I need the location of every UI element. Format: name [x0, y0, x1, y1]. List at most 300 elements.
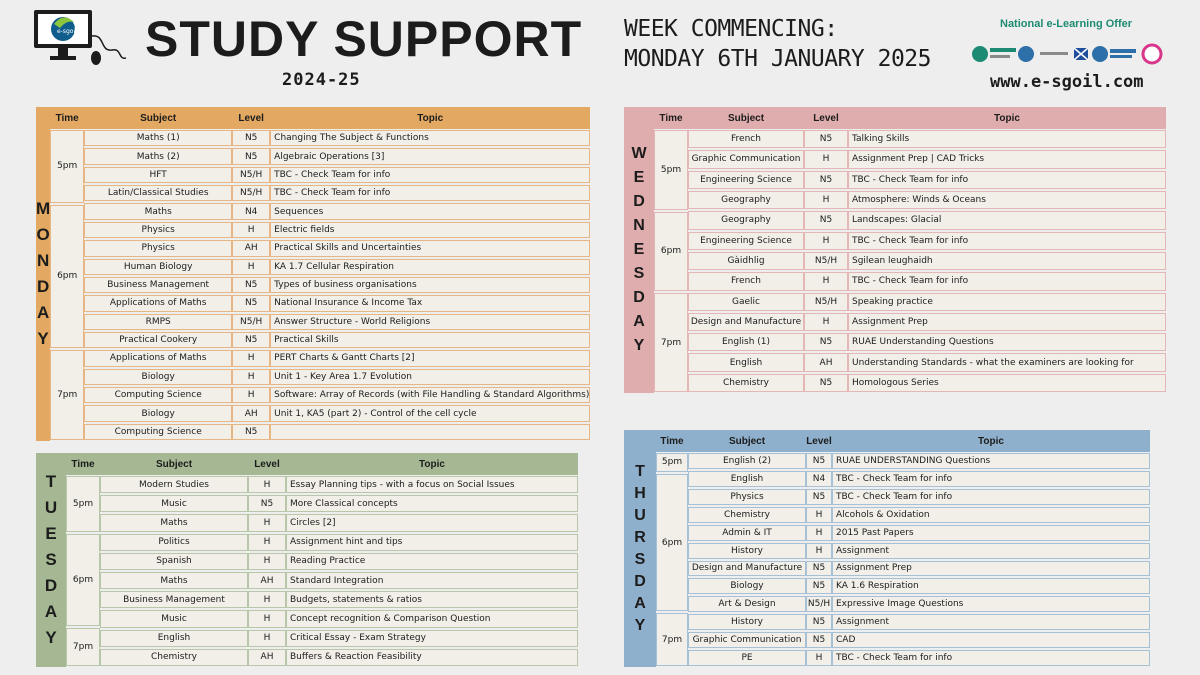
session-row [654, 251, 1166, 271]
time-slot: 5pm [66, 476, 100, 532]
time-slot: 7pm [50, 350, 84, 440]
session-level: H [806, 543, 832, 559]
tuesday-table [66, 453, 578, 667]
session-row [50, 258, 590, 276]
session-subject: Chemistry [688, 374, 804, 392]
session-level: H [804, 272, 848, 290]
session-subject: Admin & IT [688, 525, 806, 541]
session-row [654, 149, 1166, 169]
session-level: N5/H [232, 314, 270, 330]
session-subject: Design and Manufacture [688, 313, 804, 331]
session-row [66, 590, 578, 609]
session-row [50, 221, 590, 239]
session-level: N5 [806, 578, 832, 594]
session-topic: Unit 1, KA5 (part 2) - Control of the cell cycle [270, 405, 590, 421]
col-level-header: Level [806, 435, 832, 447]
session-topic: KA 1.7 Cellular Respiration [270, 259, 590, 275]
col-time-header: Time [71, 458, 95, 470]
session-row [66, 609, 578, 628]
session-topic: Atmosphere: Winds & Oceans [848, 191, 1166, 209]
session-row [66, 513, 578, 532]
session-subject: History [688, 614, 806, 630]
time-slot: 6pm [654, 212, 688, 292]
session-row [50, 184, 590, 202]
session-row [50, 313, 590, 331]
day-letter: S [45, 550, 57, 569]
session-subject: Biology [84, 405, 232, 421]
week-commencing [624, 14, 931, 74]
day-letter: Y [45, 628, 57, 647]
session-subject: Biology [688, 578, 806, 594]
day-letter: E [45, 524, 57, 543]
session-row [656, 488, 1150, 506]
session-topic: Standard Integration [286, 572, 578, 589]
session-level: AH [248, 649, 286, 666]
adrs-icon [1040, 52, 1068, 55]
day-letter: H [634, 484, 646, 502]
session-row [656, 452, 1150, 470]
session-topic: Assignment [832, 614, 1150, 630]
session-level: N5/H [232, 185, 270, 201]
session-topic: Practical Skills and Uncertainties [270, 240, 590, 256]
day-label-thursday [624, 430, 656, 667]
session-subject: Latin/Classical Studies [84, 185, 232, 201]
esgoil-mini-icon [1018, 46, 1034, 62]
day-letter: M [36, 199, 51, 218]
wednesday-timetable [624, 107, 1166, 393]
session-level: N5/H [804, 252, 848, 270]
session-level: H [806, 525, 832, 541]
session-level: H [806, 650, 832, 666]
col-time-header: Time [660, 435, 684, 447]
session-subject: Gàidhlig [688, 252, 804, 270]
session-subject: Physics [84, 222, 232, 238]
session-level: N5 [806, 561, 832, 577]
col-time-header: Time [659, 112, 683, 124]
session-topic: Assignment Prep [848, 313, 1166, 331]
time-slot: 5pm [656, 453, 688, 472]
session-subject: Computing Science [84, 387, 232, 403]
session-subject: Chemistry [688, 507, 806, 523]
session-subject: Design and Manufacture [688, 561, 806, 577]
time-slot: 6pm [656, 474, 688, 611]
session-subject: Maths (2) [84, 148, 232, 164]
session-level: H [806, 507, 832, 523]
session-level: H [232, 259, 270, 275]
session-level: N5 [232, 130, 270, 146]
session-level: N5 [232, 148, 270, 164]
day-letter: D [633, 193, 645, 210]
week-label: WEEK COMMENCING: [624, 16, 838, 42]
session-level: N5 [806, 632, 832, 648]
col-level-header: Level [238, 112, 264, 124]
session-subject: Art & Design [688, 596, 806, 612]
session-topic: 2015 Past Papers [832, 525, 1150, 541]
session-level: H [232, 222, 270, 238]
day-letter: U [634, 506, 646, 524]
session-topic: Assignment Prep [832, 561, 1150, 577]
session-row [654, 292, 1166, 312]
session-level: AH [232, 405, 270, 421]
table-header [654, 107, 1166, 129]
day-label-wednesday [624, 107, 654, 393]
session-topic: Types of business organisations [270, 277, 590, 293]
col-topic-header: Topic [419, 458, 445, 470]
table-header [656, 430, 1150, 452]
session-subject: Maths [100, 514, 248, 531]
session-topic: Expressive Image Questions [832, 596, 1150, 612]
session-subject: Music [100, 610, 248, 627]
session-row [656, 631, 1150, 649]
session-subject: English [688, 471, 806, 487]
session-topic: TBC - Check Team for info [832, 650, 1150, 666]
session-topic: Understanding Standards - what the examiners are looking for [848, 353, 1166, 371]
session-row [654, 210, 1166, 230]
session-topic: Alcohols & Oxidation [832, 507, 1150, 523]
wednesday-table [654, 107, 1166, 393]
session-row [654, 373, 1166, 393]
academic-year: 2024-25 [282, 70, 361, 90]
session-subject: English (1) [688, 333, 804, 351]
session-row [654, 332, 1166, 352]
time-slot: 5pm [50, 130, 84, 203]
session-level: N5 [804, 211, 848, 229]
session-subject: Politics [100, 534, 248, 551]
session-subject: RMPS [84, 314, 232, 330]
session-level: H [232, 387, 270, 403]
session-level: H [804, 313, 848, 331]
session-topic: Reading Practice [286, 553, 578, 570]
thursday-table [656, 430, 1150, 667]
session-row [66, 629, 578, 648]
week-date: MONDAY 6TH JANUARY 2025 [624, 46, 931, 72]
session-subject: English [688, 353, 804, 371]
logo-text: e-sgoil [57, 28, 77, 35]
day-letter: D [44, 576, 58, 595]
session-subject: HFT [84, 167, 232, 183]
session-topic: TBC - Check Team for info [848, 171, 1166, 189]
time-slot: 7pm [656, 613, 688, 666]
thursday-timetable [624, 430, 1150, 667]
session-subject: Geography [688, 191, 804, 209]
session-row [654, 352, 1166, 372]
session-level: N4 [806, 471, 832, 487]
session-topic: Assignment Prep | CAD Tricks [848, 150, 1166, 168]
session-level: N5 [806, 489, 832, 505]
time-slots [654, 129, 688, 393]
session-level: AH [248, 572, 286, 589]
session-topic: Circles [2] [286, 514, 578, 531]
day-letter: T [45, 472, 57, 491]
session-level: N5 [806, 453, 832, 469]
time-slot: 6pm [50, 205, 84, 348]
session-level: N4 [232, 203, 270, 219]
session-subject: Practical Cookery [84, 332, 232, 348]
session-level: N5 [232, 424, 270, 440]
day-letter: O [36, 225, 50, 244]
session-row [654, 129, 1166, 149]
session-subject: English (2) [688, 453, 806, 469]
session-row [66, 648, 578, 667]
session-level: H [248, 476, 286, 493]
day-label-monday [36, 107, 50, 441]
table-header [50, 107, 590, 129]
session-topic: Essay Planning tips - with a focus on Social Issues [286, 476, 578, 493]
day-letter: U [44, 498, 58, 517]
table-header [66, 453, 578, 475]
session-subject: Engineering Science [688, 171, 804, 189]
value-icon [1143, 45, 1161, 63]
session-subject: Physics [688, 489, 806, 505]
session-topic: Sequences [270, 203, 590, 219]
session-level: N5 [806, 614, 832, 630]
session-row [50, 423, 590, 441]
website-url[interactable]: www.e-sgoil.com [990, 72, 1144, 92]
session-subject: Geography [688, 211, 804, 229]
day-letter: N [633, 217, 645, 234]
session-subject: PE [688, 650, 806, 666]
col-level-header: Level [813, 112, 839, 124]
partner-logos [970, 42, 1165, 66]
time-slots [50, 129, 84, 441]
education-scotland-icon [972, 46, 988, 62]
day-letter: E [633, 241, 645, 258]
smarter-scotland-icon [1092, 46, 1108, 62]
session-topic: TBC - Check Team for info [832, 471, 1150, 487]
session-level: H [248, 534, 286, 551]
day-label-tuesday [36, 453, 66, 667]
session-subject: Maths (1) [84, 130, 232, 146]
session-topic: National Insurance & Income Tax [270, 295, 590, 311]
time-slots [656, 452, 688, 667]
session-topic: TBC - Check Team for info [270, 185, 590, 201]
col-subject-header: Subject [155, 458, 193, 470]
session-level: N5/H [804, 293, 848, 311]
session-topic: Software: Array of Records (with File Handling & Standard Algorithms) [270, 387, 590, 403]
session-row [50, 294, 590, 312]
time-slot: 5pm [654, 130, 688, 210]
session-row [656, 613, 1150, 631]
session-row [654, 190, 1166, 210]
session-row [50, 349, 590, 367]
session-level: AH [804, 353, 848, 371]
monday-table [50, 107, 590, 441]
day-letter: Y [633, 337, 645, 354]
session-row [656, 595, 1150, 613]
time-slot: 6pm [66, 534, 100, 626]
day-letter: E [633, 169, 645, 186]
session-row [50, 331, 590, 349]
session-row [654, 170, 1166, 190]
session-topic: Sgilean leughaidh [848, 252, 1166, 270]
session-level: H [804, 150, 848, 168]
session-level: H [232, 350, 270, 366]
col-subject-header: Subject [140, 112, 177, 124]
session-row [50, 404, 590, 422]
session-row [654, 312, 1166, 332]
session-row [654, 271, 1166, 291]
session-row [656, 506, 1150, 524]
col-time-header: Time [55, 112, 79, 124]
session-subject: Chemistry [100, 649, 248, 666]
session-topic: Algebraic Operations [3] [270, 148, 590, 164]
national-offer-label: National e-Learning Offer [1000, 18, 1133, 30]
session-level: N5/H [232, 167, 270, 183]
session-subject: Graphic Communication [688, 632, 806, 648]
session-topic: KA 1.6 Respiration [832, 578, 1150, 594]
session-subject: Business Management [100, 591, 248, 608]
day-letter: R [634, 528, 646, 546]
session-level: H [232, 369, 270, 385]
session-row [656, 577, 1150, 595]
session-topic: TBC - Check Team for info [848, 272, 1166, 290]
session-row [50, 368, 590, 386]
session-level: H [804, 232, 848, 250]
session-topic: Landscapes: Glacial [848, 211, 1166, 229]
session-level: N5 [804, 333, 848, 351]
time-slots [66, 475, 100, 667]
session-level: N5 [804, 130, 848, 148]
session-topic: Practical Skills [270, 332, 590, 348]
session-subject: Computing Science [84, 424, 232, 440]
session-topic: More Classical concepts [286, 495, 578, 512]
session-row [654, 231, 1166, 251]
session-row [50, 202, 590, 220]
session-level: H [248, 610, 286, 627]
day-letter: D [634, 572, 646, 590]
session-subject: French [688, 272, 804, 290]
session-topic: TBC - Check Team for info [832, 489, 1150, 505]
day-letter: A [44, 602, 58, 621]
session-row [656, 524, 1150, 542]
session-row [66, 571, 578, 590]
session-level: N5 [804, 171, 848, 189]
session-subject: English [100, 630, 248, 647]
session-level: AH [232, 240, 270, 256]
session-row [50, 147, 590, 165]
session-topic: Budgets, statements & ratios [286, 591, 578, 608]
session-subject: Graphic Communication [688, 150, 804, 168]
monday-timetable [36, 107, 590, 441]
session-level: N5 [232, 332, 270, 348]
session-subject: Applications of Maths [84, 295, 232, 311]
day-letter: S [633, 265, 645, 282]
session-topic: TBC - Check Team for info [848, 232, 1166, 250]
col-level-header: Level [254, 458, 280, 470]
day-letter: D [36, 277, 50, 296]
session-topic [270, 424, 590, 440]
session-subject: Human Biology [84, 259, 232, 275]
session-level: H [248, 591, 286, 608]
day-letter: A [633, 313, 645, 330]
session-subject: Music [100, 495, 248, 512]
session-subject: History [688, 543, 806, 559]
session-level: H [248, 514, 286, 531]
session-level: H [248, 553, 286, 570]
session-level: N5 [232, 277, 270, 293]
session-subject: French [688, 130, 804, 148]
session-level: H [248, 630, 286, 647]
col-topic-header: Topic [994, 112, 1020, 124]
session-topic: Concept recognition & Comparison Question [286, 610, 578, 627]
session-topic: Homologous Series [848, 374, 1166, 392]
session-topic: Buffers & Reaction Feasibility [286, 649, 578, 666]
session-topic: Assignment [832, 543, 1150, 559]
session-topic: Speaking practice [848, 293, 1166, 311]
session-topic: Critical Essay - Exam Strategy [286, 630, 578, 647]
session-topic: PERT Charts & Gantt Charts [2] [270, 350, 590, 366]
session-level: N5 [248, 495, 286, 512]
session-topic: Talking Skills [848, 130, 1166, 148]
day-letter: T [635, 462, 645, 480]
tuesday-timetable [36, 453, 578, 667]
day-letter: A [634, 594, 646, 612]
session-topic: CAD [832, 632, 1150, 648]
session-row [656, 560, 1150, 578]
session-topic: TBC - Check Team for info [270, 167, 590, 183]
day-letter: Y [37, 329, 49, 348]
session-subject: Applications of Maths [84, 350, 232, 366]
e-sgoil-logo [30, 8, 130, 68]
session-row [66, 533, 578, 552]
session-level: H [804, 191, 848, 209]
col-subject-header: Subject [727, 112, 765, 124]
day-letter: N [36, 251, 50, 270]
session-subject: Modern Studies [100, 476, 248, 493]
session-level: N5/H [806, 596, 832, 612]
session-row [656, 649, 1150, 667]
session-subject: Engineering Science [688, 232, 804, 250]
day-letter: S [634, 550, 646, 568]
session-row [50, 276, 590, 294]
session-subject: Physics [84, 240, 232, 256]
session-row [66, 552, 578, 571]
session-row [66, 494, 578, 513]
session-subject: Maths [100, 572, 248, 589]
session-topic: Assignment hint and tips [286, 534, 578, 551]
page-title: STUDY SUPPORT [145, 11, 583, 67]
day-letter: A [36, 303, 50, 322]
session-subject: Gaelic [688, 293, 804, 311]
session-row [50, 386, 590, 404]
session-row [66, 475, 578, 494]
session-row [50, 129, 590, 147]
session-topic: Electric fields [270, 222, 590, 238]
day-letter: D [633, 289, 645, 306]
day-letter: Y [634, 616, 646, 634]
col-topic-header: Topic [417, 112, 444, 124]
session-topic: Answer Structure - World Religions [270, 314, 590, 330]
session-topic: RUAE Understanding Questions [848, 333, 1166, 351]
session-level: N5 [804, 374, 848, 392]
session-topic: RUAE UNDERSTANDING Questions [832, 453, 1150, 469]
session-row [50, 239, 590, 257]
session-subject: Biology [84, 369, 232, 385]
session-subject: Spanish [100, 553, 248, 570]
day-letter: W [631, 145, 647, 162]
session-row [656, 470, 1150, 488]
session-row [50, 166, 590, 184]
col-subject-header: Subject [728, 435, 766, 447]
time-slot: 7pm [654, 293, 688, 392]
session-subject: Maths [84, 203, 232, 219]
session-subject: Business Management [84, 277, 232, 293]
session-topic: Changing The Subject & Functions [270, 130, 590, 146]
session-level: N5 [232, 295, 270, 311]
session-row [656, 542, 1150, 560]
time-slot: 7pm [66, 628, 100, 666]
col-topic-header: Topic [978, 435, 1004, 447]
